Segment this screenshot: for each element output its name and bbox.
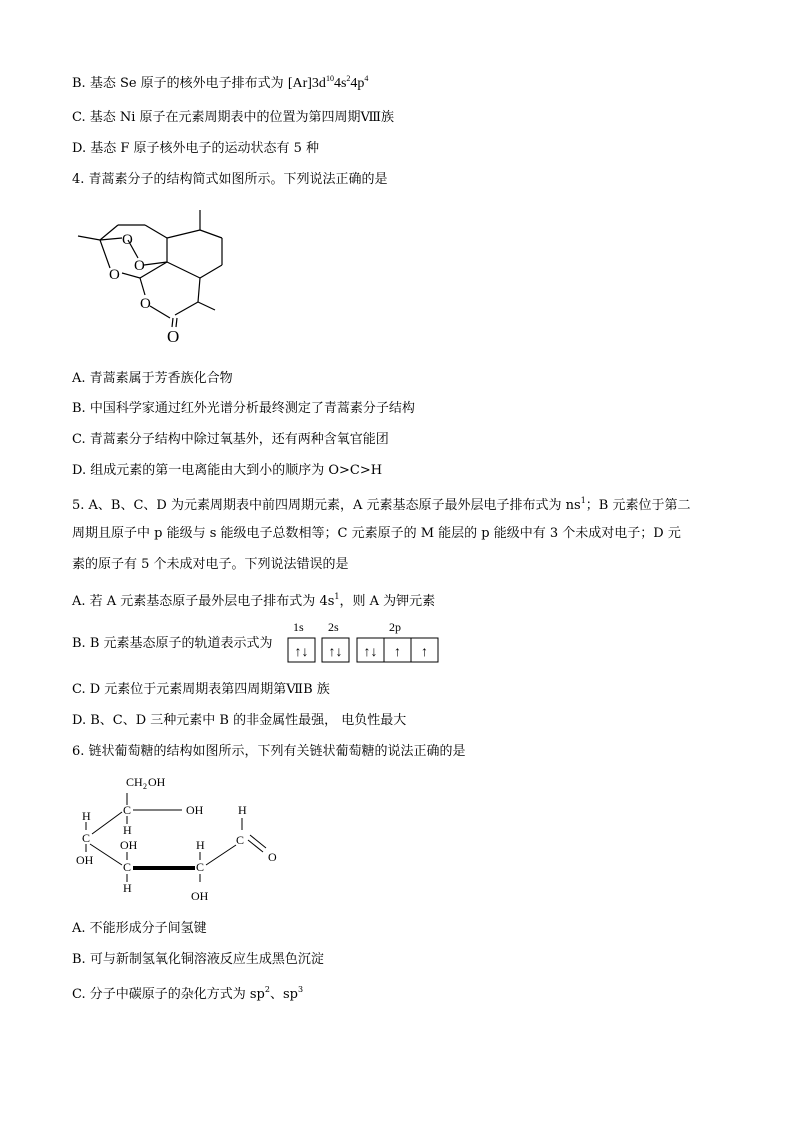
q6-stem: 6. 链状葡萄糖的结构如图所示，下列有关链状葡萄糖的说法正确的是 (72, 744, 466, 759)
carbon-5: C (123, 803, 132, 817)
label-2p: 2p (389, 620, 401, 634)
label-2s: 2s (328, 620, 339, 634)
artemisinin-structure (70, 200, 260, 350)
peroxide-oxygen-1: O (122, 232, 133, 248)
oh-c3: OH (120, 838, 138, 852)
h-c1: H (238, 803, 247, 817)
q4-stem: 4. 青蒿素分子的结构简式如图所示。下列说法正确的是 (72, 172, 388, 187)
q4-option-c: C. 青蒿素分子结构中除过氧基外，还有两种含氧官能团 (72, 432, 389, 447)
q5-option-b: B. B 元素基态原子的轨道表示式为 (72, 636, 273, 651)
q5-option-a: A. 若 A 元素基态原子最外层电子排布式为 $4s^1$，则 A 为钾元素 (72, 592, 436, 609)
orbital-diagram (285, 618, 445, 668)
orbital-2s-electrons: ↑↓ (328, 645, 343, 660)
q5-stem-line3: 素的原子有 5 个未成对电子。下列说法错误的是 (72, 557, 349, 572)
q5-stem-line2: 周期且原子中 p 能级与 s 能级电子总数相等；C 元素原子的 M 能层的 p 能级中有 3 个未成对电子；D 元 (72, 526, 681, 541)
aldehyde-oxygen: O (268, 850, 277, 864)
carbon-3: C (123, 860, 132, 874)
carbonyl-oxygen: O (167, 327, 180, 346)
orbital-1s-electrons: ↑↓ (294, 645, 309, 660)
carbon-2: C (196, 860, 205, 874)
carbon-1: C (236, 833, 245, 847)
orbital-2p1-electrons: ↑↓ (363, 645, 378, 660)
label-1s: 1s (293, 620, 304, 634)
h-c2: H (196, 838, 205, 852)
glucose-structure (70, 772, 290, 912)
q4-option-b: B. 中国科学家通过红外光谱分析最终测定了青蒿素分子结构 (72, 401, 415, 416)
q3-option-b: B. 基态 Se 原子的核外电子排布式为 $[Ar]3d^{10}4s^24p^4$ (72, 74, 369, 91)
ester-oxygen: O (140, 296, 151, 312)
oh-c2: OH (191, 889, 209, 903)
h-c3: H (123, 881, 132, 895)
oh-c4: OH (76, 853, 94, 867)
orbital-2p2-electrons: ↑ (394, 645, 401, 660)
q6-option-a: A. 不能形成分子间氢键 (72, 921, 207, 936)
q5-stem-line1: 5. A、B、C、D 为元素周期表中前四周期元素，A 元素基态原子最外层电子排布式为 $ns^1$；B 元素位于第二 (72, 496, 691, 513)
q6-option-b: B. 可与新制氢氧化铜溶液反应生成黑色沉淀 (72, 952, 324, 967)
ch2oh-oh: OH (148, 775, 166, 789)
ch2oh-ch: CH (126, 775, 143, 789)
q3-option-c: C. 基态 Ni 原子在元素周期表中的位置为第四周期Ⅷ族 (72, 110, 395, 125)
ether-oxygen: O (109, 267, 120, 283)
q3-option-d: D. 基态 F 原子核外电子的运动状态有 5 种 (72, 141, 320, 156)
q6-option-c: C. 分子中碳原子的杂化方式为 $sp^2$、$sp^3$ (72, 985, 304, 1002)
peroxide-oxygen-2: O (134, 258, 145, 274)
oh-c5: OH (186, 803, 204, 817)
h-c4: H (82, 809, 91, 823)
carbon-4: C (82, 831, 91, 845)
ch2oh-subscript: 2 (143, 782, 147, 791)
q5-option-d: D. B、C、D 三种元素中 B 的非金属性最强， 电负性最大 (72, 713, 407, 728)
q5-option-c: C. D 元素位于元素周期表第四周期第ⅦB 族 (72, 682, 330, 697)
h-c5: H (123, 823, 132, 837)
q4-option-a: A. 青蒿素属于芳香族化合物 (72, 371, 233, 386)
formula: $[Ar]3d^{10}4s^24p^4$ (287, 74, 369, 91)
q4-option-d: D. 组成元素的第一电离能由大到小的顺序为 O>C>H (72, 463, 383, 478)
orbital-2p3-electrons: ↑ (421, 645, 428, 660)
